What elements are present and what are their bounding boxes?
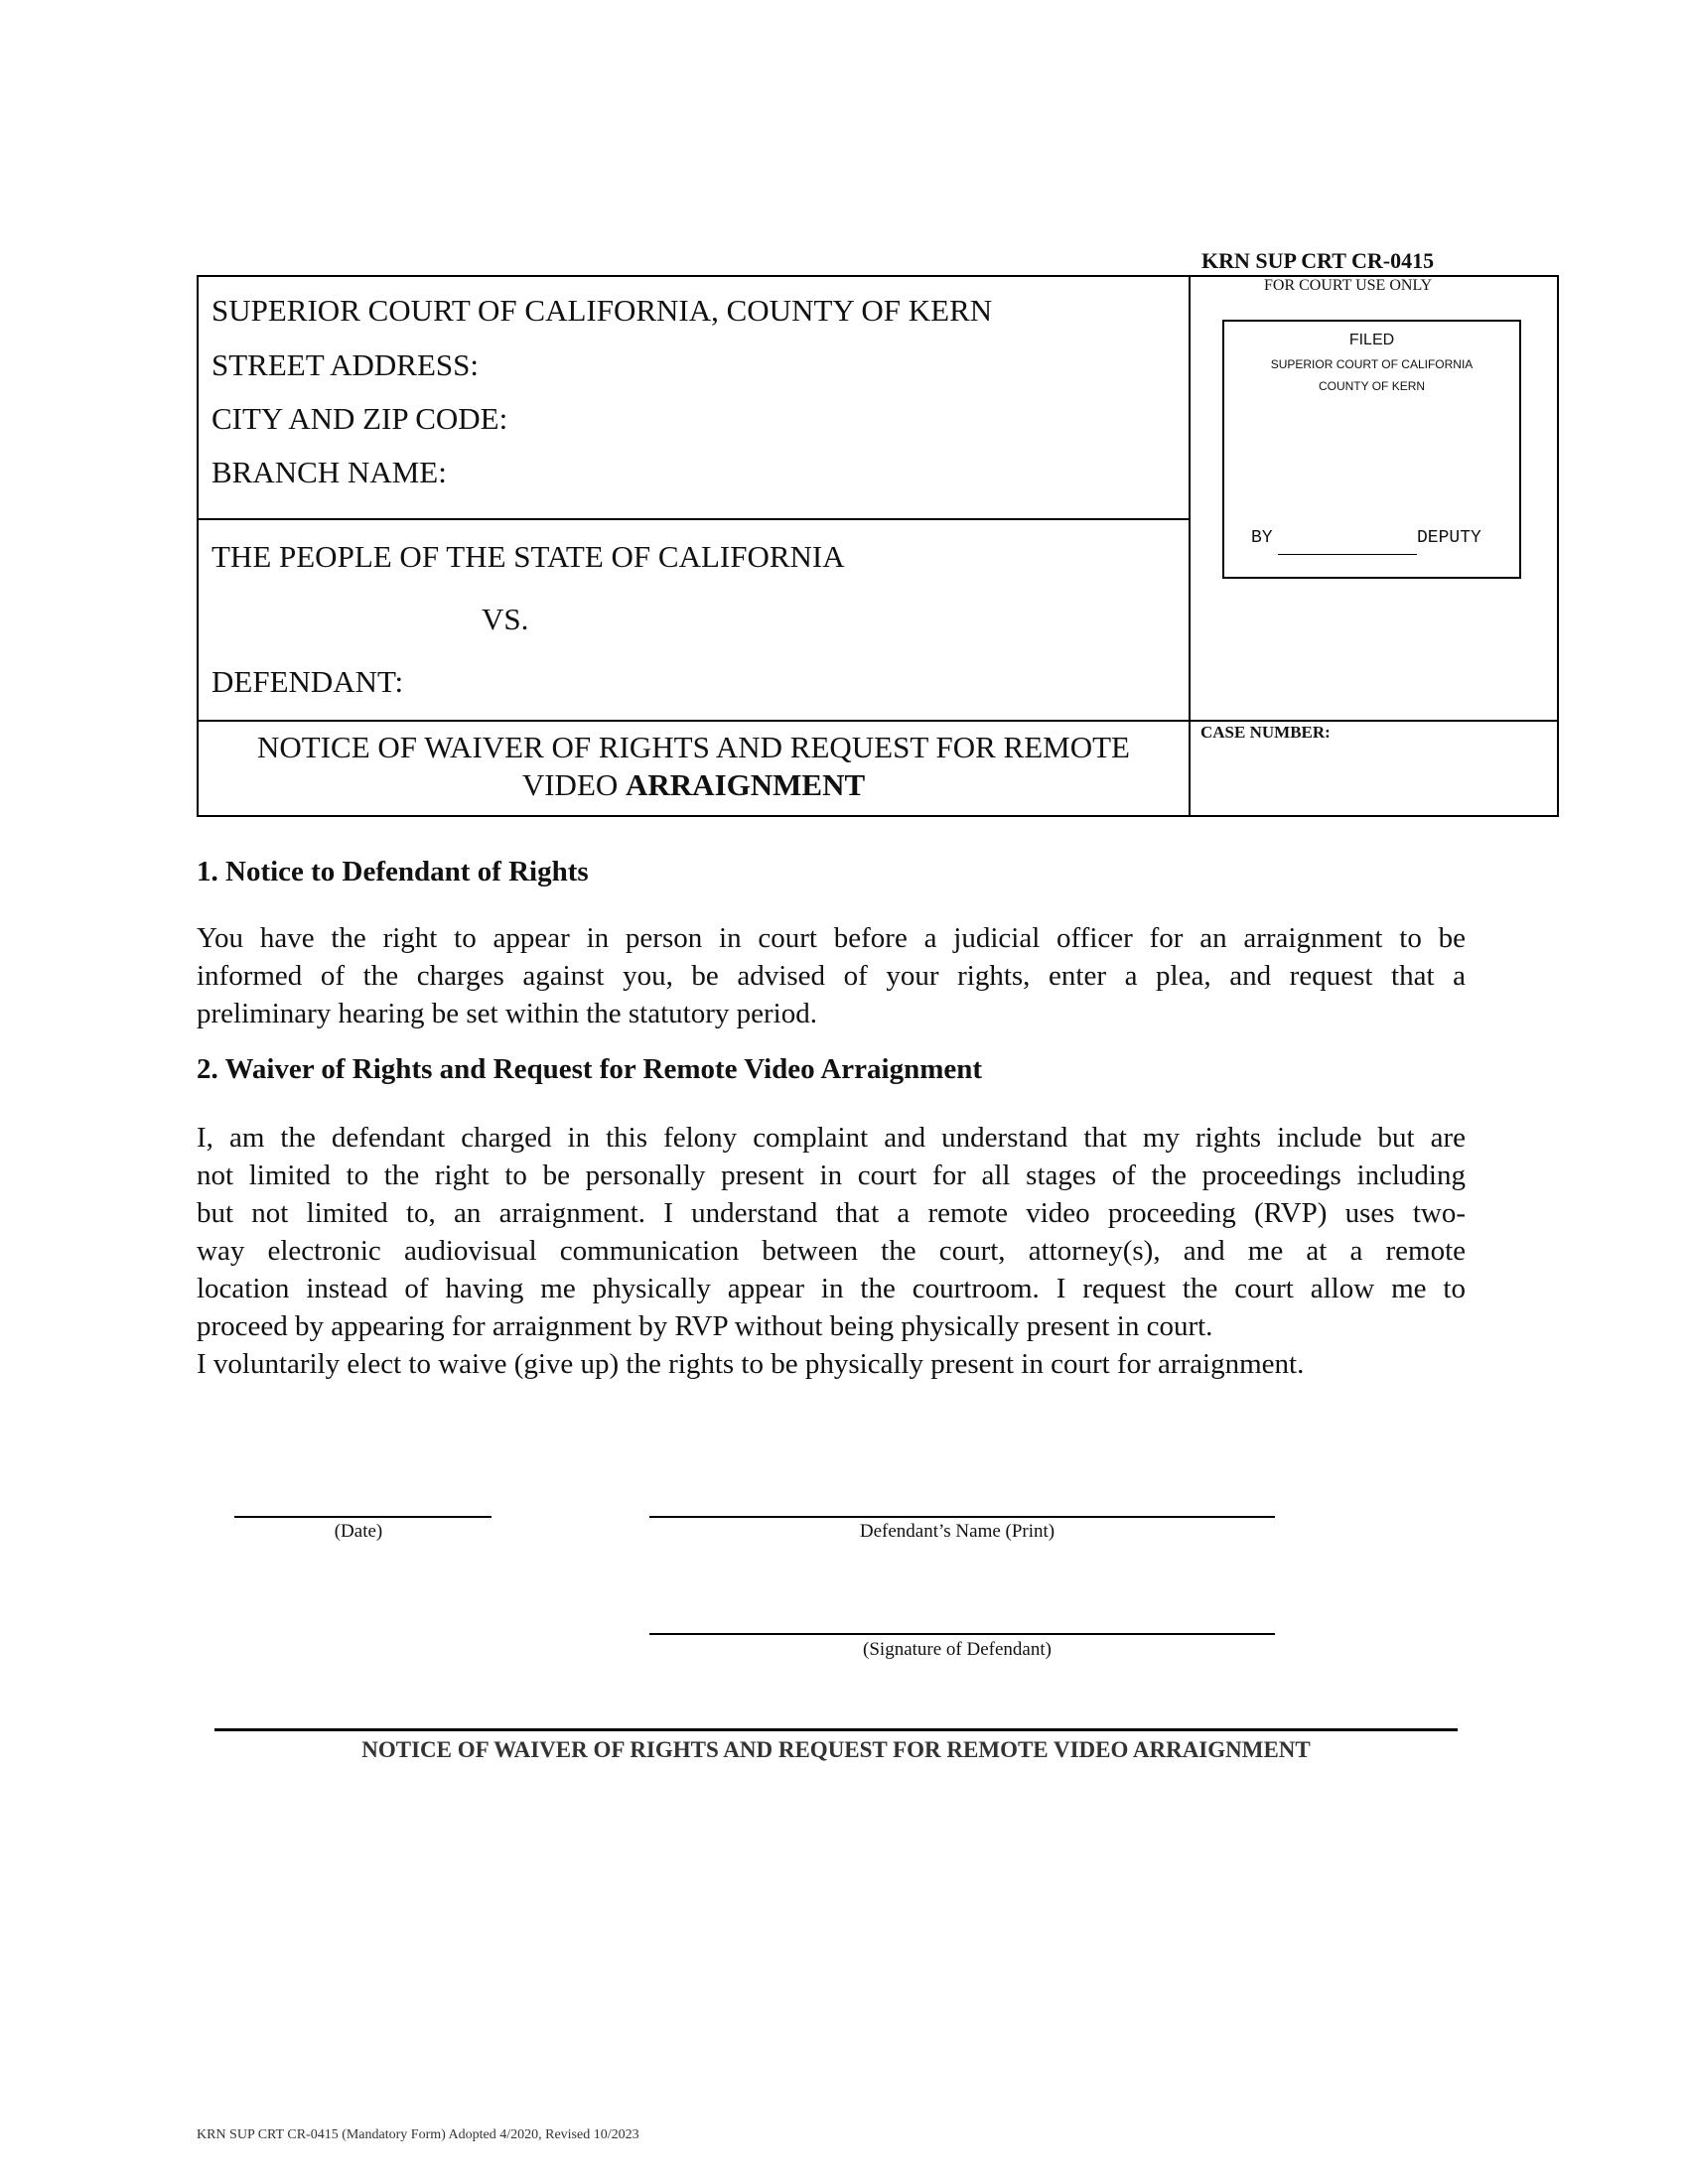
- footer-title: NOTICE OF WAIVER OF RIGHTS AND REQUEST FOR REMOTE VIDEO ARRAIGNMENT: [361, 1737, 1311, 1762]
- versus: VS.: [482, 602, 529, 636]
- document-title-line2-bold: ARRAIGNMENT: [626, 767, 866, 802]
- document-title-line2-plain: VIDEO: [521, 767, 627, 802]
- court-name: SUPERIOR COURT OF CALIFORNIA, COUNTY OF KERN: [211, 293, 993, 328]
- section2-final-line: I voluntarily elect to waive (give up) the rights to be physically present in court for arraignment.: [197, 1348, 1305, 1380]
- section1-line: informed of the charges against you, be advised of your rights, enter a plea, and request that a: [197, 960, 1466, 992]
- section1-line: You have the right to appear in person in court before a judicial officer for an arraignment to be: [197, 922, 1466, 954]
- date-label: (Date): [334, 1521, 383, 1542]
- section2-text: [197, 1119, 1466, 1383]
- street-address-label: STREET ADDRESS:: [211, 347, 480, 382]
- form-id: KRN SUP CRT CR-0415: [1201, 248, 1435, 273]
- defendant-name-label: Defendant’s Name (Print): [859, 1521, 1055, 1542]
- section2-line: proceed by appearing for arraignment by RVP without being physically present in court.: [197, 1310, 1213, 1342]
- stamp-court: SUPERIOR COURT OF CALIFORNIA: [1270, 357, 1474, 371]
- signature-label: (Signature of Defendant): [863, 1639, 1052, 1660]
- caption-divider-court: [197, 518, 1191, 520]
- caption-divider-vertical: [1189, 275, 1191, 817]
- court-use-label: FOR COURT USE ONLY: [1264, 277, 1433, 294]
- stamp-deputy: DEPUTY: [1417, 528, 1481, 548]
- section2-line: I, am the defendant charged in this felony complaint and understand that my rights include but are: [197, 1122, 1466, 1154]
- document-title-line2: [199, 766, 1189, 804]
- defendant-label: DEFENDANT:: [211, 664, 404, 699]
- stamp-by: BY: [1251, 528, 1273, 548]
- document-title: [199, 729, 1189, 804]
- date-line[interactable]: [234, 1516, 492, 1518]
- signature-line[interactable]: [649, 1633, 1275, 1635]
- section2-line: way electronic audiovisual communication between the court, attorney(s), and me at a remote: [197, 1235, 1466, 1267]
- section2-line: not limited to the right to be personally present in court for all stages of the proceedings including: [197, 1160, 1466, 1191]
- plaintiff: THE PEOPLE OF THE STATE OF CALIFORNIA: [211, 539, 845, 574]
- stamp-county: COUNTY OF KERN: [1318, 379, 1426, 393]
- branch-name-label: BRANCH NAME:: [211, 455, 447, 489]
- document-title-line1: NOTICE OF WAIVER OF RIGHTS AND REQUEST FOR REMOTE: [257, 730, 1130, 764]
- case-number-label: CASE NUMBER:: [1200, 723, 1331, 742]
- section2-line: location instead of having me physically appear in the courtroom. I request the court allow me to: [197, 1273, 1466, 1304]
- footer-rule: [214, 1728, 1458, 1731]
- section1-heading: 1. Notice to Defendant of Rights: [197, 856, 589, 887]
- defendant-name-line[interactable]: [649, 1516, 1275, 1518]
- stamp-filed: FILED: [1348, 332, 1395, 348]
- section1-text: [197, 919, 1466, 1032]
- stamp-deputy-line: [1278, 554, 1417, 555]
- city-zip-label: CITY AND ZIP CODE:: [211, 401, 508, 436]
- caption-divider-title: [197, 720, 1559, 722]
- section1-line: preliminary hearing be set within the statutory period.: [197, 998, 817, 1029]
- form-footnote: KRN SUP CRT CR-0415 (Mandatory Form) Adopted 4/2020, Revised 10/2023: [197, 2127, 639, 2142]
- section2-heading: 2. Waiver of Rights and Request for Remote Video Arraignment: [197, 1053, 983, 1085]
- section2-line: but not limited to, an arraignment. I understand that a remote video proceeding (RVP) uses two-: [197, 1197, 1466, 1229]
